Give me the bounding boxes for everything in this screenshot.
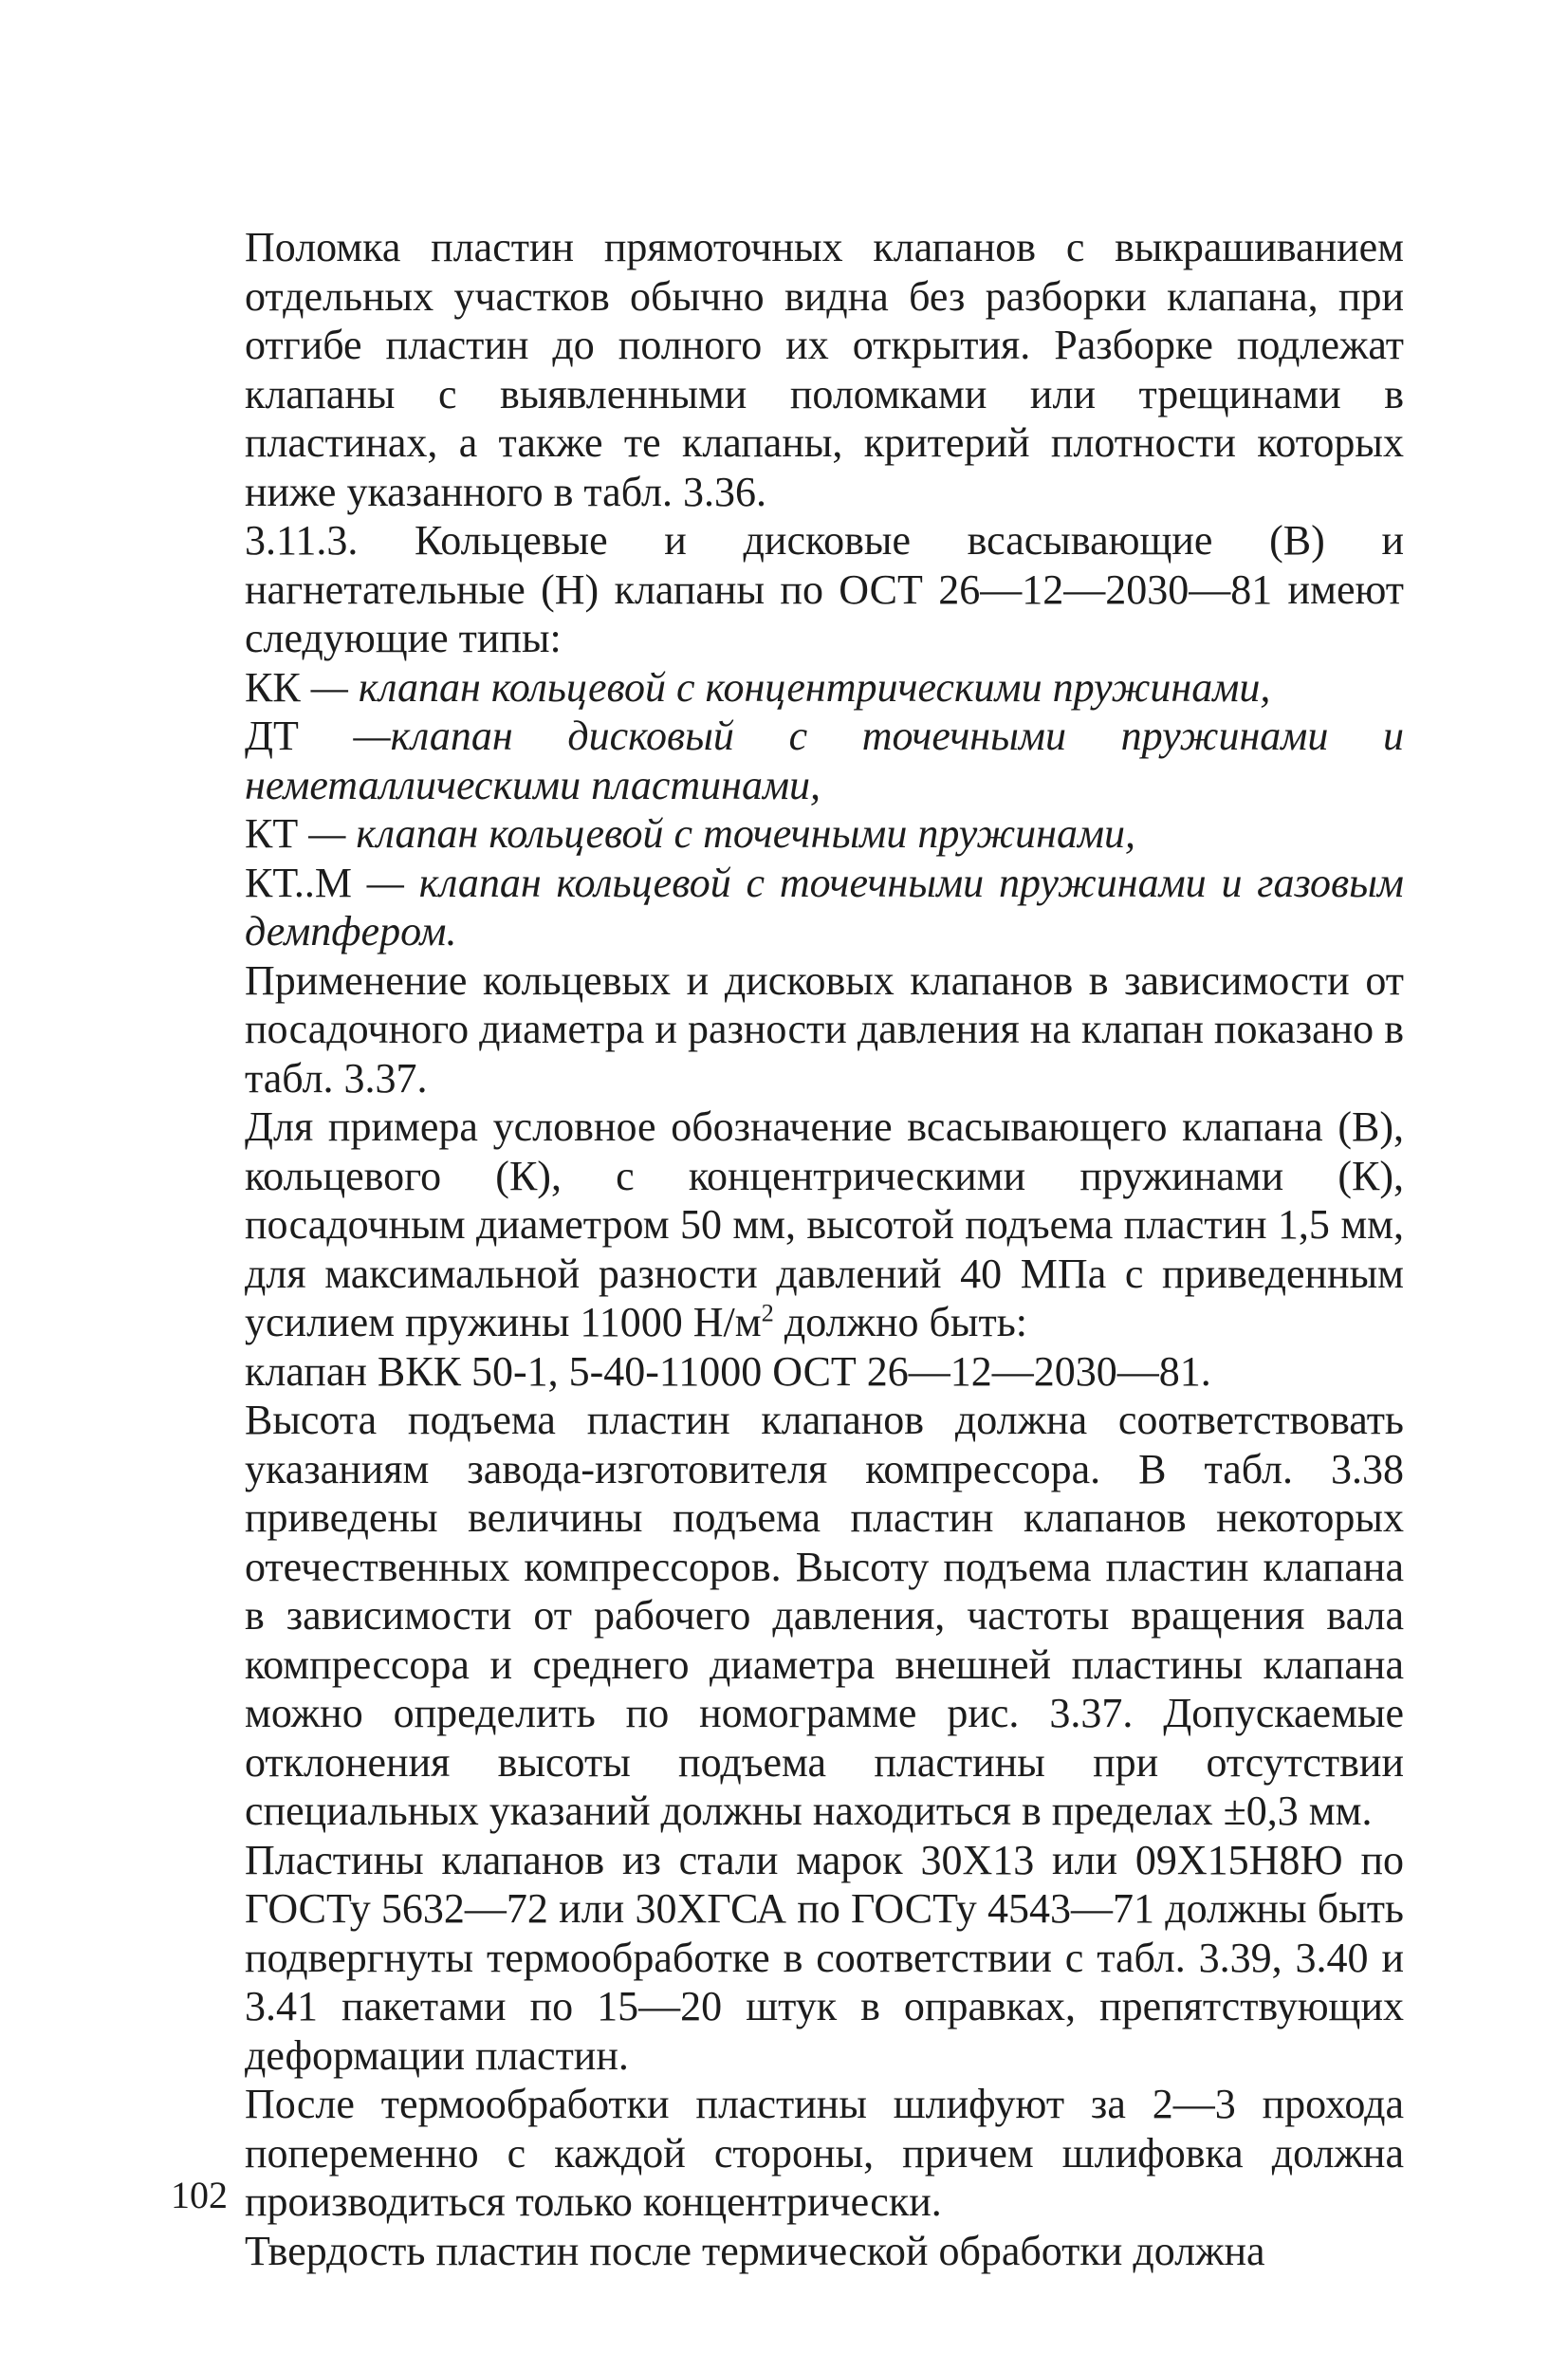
valve-type-code: КК — [245, 663, 301, 711]
valve-type-item — [245, 809, 1404, 859]
valve-type-item — [245, 663, 1404, 713]
valve-type-desc: — клапан кольцевой с точечными пружинами, — [308, 810, 1136, 857]
valve-type-desc: — клапан кольцевой с концентрическими пружинами, — [310, 663, 1271, 711]
paragraph-valve-types-intro: 3.11.3. Кольцевые и дисковые всасывающие (В) и нагнетательные (Н) клапаны по ОСТ 26—12—2030—81 имеют следующие типы: — [245, 517, 1404, 661]
valve-type-item — [245, 712, 1404, 809]
designation-example-text: Для примера условное обозначение всасывающего клапана (В), кольцевого (К), с концентрическими пружинами (К), посадочным диаметром 50 мм, высотой подъема пластин 1,5 мм, для максимальной разности давлений 40 МПа с приведенным усилием пружины 11000 Н/м — [245, 1103, 1404, 1345]
paragraph-designation-example — [245, 1102, 1404, 1347]
paragraph-hardness: Твердость пластин после термической обработки должна — [245, 2227, 1265, 2274]
valve-type-code: КТ..М — [245, 859, 352, 906]
valve-type-code: ДТ — [245, 713, 299, 759]
valve-type-desc: — клапан кольцевой с точечными пружинами и газовым демпфером. — [245, 859, 1405, 954]
paragraph-valve-application: Применение кольцевых и дисковых клапанов в зависимости от посадочного диаметра и разности давления на клапан показано в табл. 3.37. — [245, 956, 1404, 1102]
paragraph-heat-treatment: Пластины клапанов из стали марок 30Х13 или 09Х15Н8Ю по ГОСТу 5632—72 или 30ХГСА по ГОСТу 4543—71 должны быть подвергнуты термообработке в соответствии с табл. 3.39, 3.40 и 3.41 пакетами по 15—20 штук в оправках, препятствующих деформации пластин. — [245, 1836, 1404, 2079]
page-body — [245, 223, 1404, 2275]
valve-type-desc: —клапан дисковый с точечными пружинами и неметаллическими пластинами, — [245, 713, 1404, 808]
paragraph-grinding: После термообработки пластины шлифуют за 2—3 прохода попеременно с каждой стороны, причем шлифовка должна производиться только концентрически. — [245, 2081, 1404, 2225]
superscript-exponent: 2 — [761, 1298, 774, 1327]
valve-type-item — [245, 859, 1404, 956]
designation-example-code: клапан ВКК 50-1, 5-40-11000 ОСТ 26—12—2030—81. — [245, 1347, 1211, 1395]
valve-type-code: КТ — [245, 810, 299, 857]
paragraph-valve-breakage: Поломка пластин прямоточных клапанов с выкрашиванием отдельных участков обычно видна без разборки клапана, при отгибе пластин до полного их открытия. Разборке подлежат клапаны с выявленными поломками или трещинами в пластинах, а также те клапаны, критерий плотности которых ниже указанного в табл. 3.36. — [245, 224, 1404, 515]
page-number: 102 — [171, 2174, 228, 2216]
paragraph-lift-height: Высота подъема пластин клапанов должна соответствовать указаниям завода-изготовителя компрессора. В табл. 3.38 приведены величины подъема пластин клапанов некоторых отечественных компрессоров. Высоту подъема пластин клапана в зависимости от рабочего давления, частоты вращения вала компрессора и среднего диаметра внешней пластины клапана можно определить по номограмме рис. 3.37. Допускаемые отклонения высоты подъема пластины при отсутствии специальных указаний должны находиться в пределах ±0,3 мм. — [245, 1397, 1404, 1834]
designation-example-tail: должно быть: — [773, 1299, 1027, 1345]
